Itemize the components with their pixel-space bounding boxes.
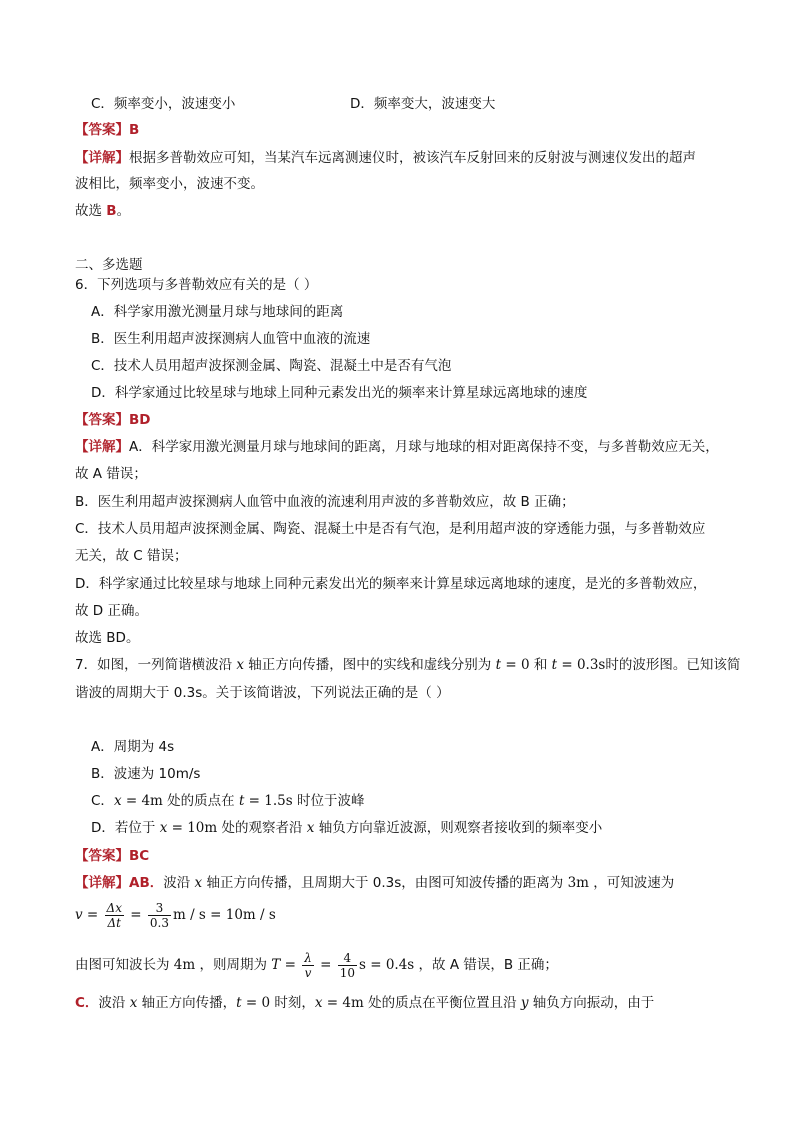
detail-text: 轴正方向传播，且周期大于 0.3s，由图可知波传播的距离为 [202,875,568,891]
q7-detail-c [75,993,654,1013]
answer-label: 【答案】 [75,412,129,428]
answer-value: B [129,122,140,138]
math-x: x [159,820,168,836]
section-title: 二、多选题 [75,257,143,273]
math-value: = 4m [121,793,163,809]
q6-detail-b: B．医生利用超声波探测病人血管中血液的流速利用声波的多普勒效应，故 B 正确； [75,494,575,510]
q6-option-a: A．科学家用激光测量月球与地球间的距离 [91,304,344,320]
q6-detail-d-line-2: 故 D 正确。 [75,603,148,619]
velocity-equation [75,900,276,934]
numerator: Δx [106,900,122,915]
q6-answer-line [75,410,151,430]
q6-option-c: C．技术人员用超声波探测金属、陶瓷、混凝土中是否有气泡 [91,358,452,374]
conclusion-answer: B [106,203,117,219]
math-v: v [75,907,83,923]
detail-text: 由图可知波长为 [75,957,174,973]
q6-detail-d-line-1: D．科学家通过比较星球与地球上同种元素发出光的频率来计算星球远离地球的速度，是光的多普勒效应， [75,576,707,592]
stem-text: 轴正方向传播，图中的实线和虚线分别为 [244,657,496,673]
q7-option-c [91,791,364,811]
math-value: = 0 [241,995,271,1011]
option-text: 处的观察者沿 [217,820,307,836]
option-text: 处的质点在 [162,793,239,809]
math-x: x [129,995,138,1011]
stem-text: 7．如图，一列简谐横波沿 [75,657,237,673]
detail-text: ，可知波速为 [588,875,675,891]
q7-option-d [91,818,602,838]
option-prefix: C． [91,793,114,809]
q6-detail-c-line-1: C．技术人员用超声波探测金属、陶瓷、混凝土中是否有气泡，是利用超声波的穿透能力强，与多普勒效应 [75,521,706,537]
fraction-4-10 [338,951,357,980]
detail-text: 处的质点在平衡位置且沿 [363,995,521,1011]
math-value: = 0.3s [557,657,606,673]
denominator: v [304,965,312,980]
fraction-dx-dt [105,901,124,930]
detail-prefix: AB． [129,875,164,891]
q7-option-a: A．周期为 4s [91,739,175,755]
math-x: x [236,657,245,673]
q6-detail-a-line-2: 故 A 错误； [75,466,147,482]
conclusion-end: 。 [116,203,131,219]
q7-stem-line-1 [75,655,740,675]
q5-detail-line-1 [75,148,696,168]
math-value: = 0 [501,657,530,673]
math-equals: = [82,907,103,923]
detail-text: 根据多普勒效应可知，当某汽车远离测速仪时，被该汽车反射回来的反射波与测速仪发出的超声 [129,150,696,166]
math-equals: = [280,957,301,973]
q5-option-d: D．频率变大，波速变大 [350,96,496,112]
detail-label: 【详解】 [75,150,129,166]
math-x: x [194,875,203,891]
q5-detail-line-2: 波相比，频率变小，波速不变。 [75,176,264,192]
math-y: y [520,995,529,1011]
detail-prefix: C． [75,995,99,1011]
period-line [75,950,558,984]
math-x: x [306,820,315,836]
math-value: = 1.5s [244,793,293,809]
option-prefix: D．若位于 [91,820,160,836]
detail-label: 【详解】 [75,875,129,891]
fraction-3-0.3 [148,901,171,930]
answer-label: 【答案】 [75,122,129,138]
q6-detail-c-line-2: 无关，故 C 错误； [75,548,188,564]
detail-text: 波沿 [98,995,130,1011]
q6-stem: 6．下列选项与多普勒效应有关的是（ ） [75,277,318,293]
answer-value: BD [129,412,151,428]
denominator: Δt [107,915,122,930]
q7-answer-line [75,846,149,866]
math-T: T [271,957,281,973]
detail-text: A．科学家用激光测量月球与地球间的距离，月球与地球的相对距离保持不变，与多普勒效应无关， [129,439,719,455]
conclusion-prefix: 故选 [75,203,107,219]
q5-option-c: C．频率变小，波速变小 [91,96,236,112]
math-equals: = [125,907,146,923]
detail-text: 波沿 [163,875,195,891]
math-x: x [314,995,323,1011]
detail-text: 轴正方向传播， [137,995,237,1011]
math-value: = 4m [322,995,364,1011]
math-result: m / s = 10m / s [172,907,276,923]
q5-conclusion [75,201,130,221]
answer-label: 【答案】 [75,848,129,864]
fraction-lambda-v [302,951,314,980]
math-t: t [236,995,242,1011]
detail-label: 【详解】 [75,439,129,455]
answer-value: BC [129,848,150,864]
detail-text: 轴负方向振动，由于 [528,995,655,1011]
math-x: x [113,793,122,809]
q6-option-d: D．科学家通过比较星球与地球上同种元素发出光的频率来计算星球远离地球的速度 [91,385,588,401]
denominator: 0.3 [149,915,169,930]
numerator: λ [304,950,312,965]
detail-text: 时刻， [270,995,315,1011]
math-value: 3m [567,875,589,891]
math-result: s = 0.4s [359,957,415,973]
math-t: t [551,657,558,673]
q7-option-b: B．波速为 10m/s [91,766,201,782]
q7-stem-line-2: 谐波的周期大于 0.3s。关于该简谐波，下列说法正确的是（ ） [75,685,450,701]
detail-text: ，故 A 错误，B 正确； [414,957,558,973]
math-t: t [238,793,245,809]
option-text: 时位于波峰 [292,793,365,809]
math-value: 4m [173,957,196,973]
option-text: 轴负方向靠近波源，则观察者接收到的频率变小 [314,820,603,836]
numerator: 3 [148,901,171,916]
math-value: = 10m [167,820,218,836]
stem-text: 和 [529,657,552,673]
q7-detail-ab [75,873,674,893]
denominator: 10 [339,965,355,980]
math-t: t [495,657,502,673]
q6-detail-a-line-1 [75,437,719,457]
stem-text: 时的波形图。已知该简 [605,657,741,673]
math-equals: = [315,957,336,973]
q6-conclusion: 故选 BD。 [75,630,140,646]
detail-text: ，则周期为 [195,957,272,973]
q6-option-b: B．医生利用超声波探测病人血管中血液的流速 [91,331,371,347]
q5-answer-line [75,120,139,140]
numerator: 4 [338,951,357,966]
